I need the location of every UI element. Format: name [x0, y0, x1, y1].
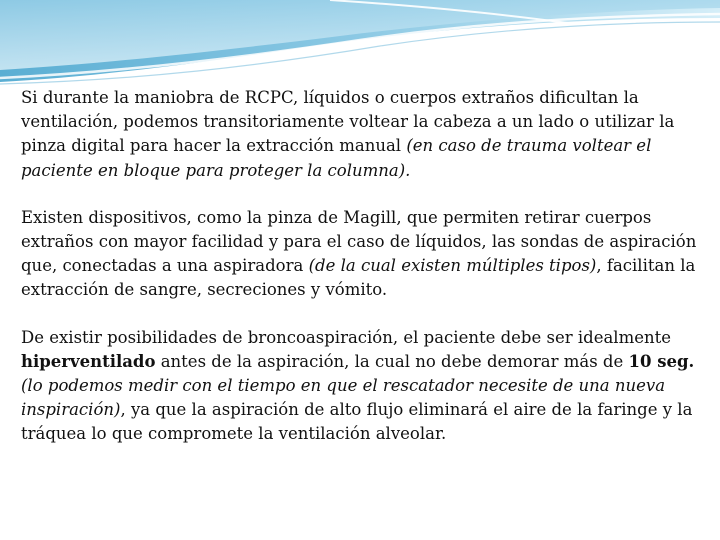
- paragraph-3-text-end: , ya que la aspiración de alto flujo eliminará el aire de la faringe y la tráquea lo que compromete la ventilación alveolar.: [21, 400, 693, 444]
- paragraph-3-bold-term: hiperventilado: [21, 351, 156, 371]
- paragraph-3-bold-duration: 10 seg.: [628, 351, 695, 371]
- paragraph-2: [21, 206, 711, 303]
- paragraph-3-text: De existir posibilidades de broncoaspiración, el paciente debe ser idealmente: [21, 327, 672, 347]
- paragraph-3: [21, 326, 711, 447]
- paragraph-3-italic-note: (lo podemos medir con el tiempo en que el rescatador necesite de una nueva inspiración): [21, 376, 666, 420]
- paragraph-2-italic-note: (de la cual existen múltiples tipos): [308, 256, 597, 276]
- paragraph-2-text: Existen dispositivos, como la pinza de Magill, que permiten retirar cuerpos extraños con mayor facilidad y para el caso de líquidos, las sondas de aspiración que, conectadas a una aspiradora: [21, 207, 697, 276]
- header-wave-decoration: [0, 0, 720, 90]
- paragraph-3-text-mid: antes de la aspiración, la cual no debe demorar más de: [155, 351, 629, 371]
- paragraph-1: [21, 86, 711, 183]
- body-text: [21, 86, 711, 470]
- paragraph-1-italic-note: (en caso de trauma voltear el paciente en bloque para proteger la columna).: [21, 136, 652, 180]
- paragraph-1-text: Si durante la maniobra de RCPC, líquidos o cuerpos extraños dificultan la ventilación, podemos transitoriamente voltear la cabeza a un lado o utilizar la pinza digital para hacer la extracción manual: [21, 88, 675, 156]
- paragraph-2-text-end: , facilitan la extracción de sangre, secreciones y vómito.: [21, 256, 696, 300]
